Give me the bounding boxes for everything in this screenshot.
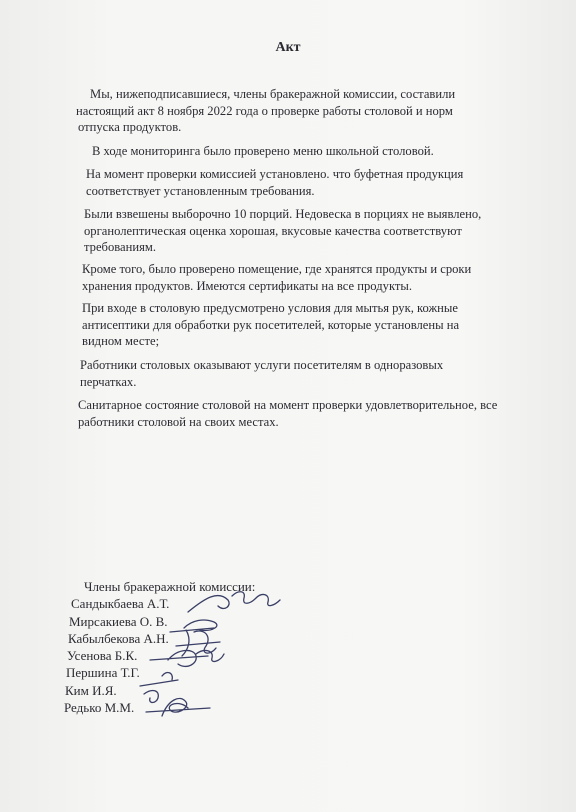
text-line: При входе в столовую предусмотрено условия для мытья рук, кожные	[82, 301, 458, 315]
text-line: Мы, нижеподписавшиеся, члены бракеражной комиссии, составили	[90, 87, 456, 101]
text-line: Санитарное состояние столовой на момент проверки удовлетворительное, все	[78, 398, 498, 412]
member-name: Сандыкбаева А.Т.	[71, 596, 170, 612]
member-name: Першина Т.Г.	[66, 665, 140, 681]
text-line: Были взвешены выборочно 10 порций. Недовеска в порциях не выявлено,	[84, 207, 482, 221]
member-name: Мирсакиева О. В.	[69, 613, 168, 629]
member-name: Кабылбекова А.Н.	[68, 630, 169, 646]
member-name: Ким И.Я.	[65, 682, 117, 698]
text-line: отпуска продуктов.	[78, 120, 182, 134]
document-title: Акт	[275, 40, 301, 55]
text-line: органолептическая оценка хорошая, вкусовые качества соответствуют	[84, 223, 462, 238]
text-line: На момент проверки комиссией установлено. что буфетная продукция	[86, 167, 464, 181]
text-line: В ходе мониторинга было проверено меню школьной столовой.	[92, 144, 434, 158]
text-line: соответствует установленным требования.	[86, 183, 315, 198]
signature-mirsakieva	[170, 620, 217, 632]
text-line: Работники столовых оказывают услуги посетителям в одноразовых	[80, 358, 444, 372]
signature-pershina	[140, 673, 178, 686]
commission-heading: Члены бракеражной комиссии:	[84, 579, 256, 594]
text-line: перчатках.	[80, 374, 137, 389]
member-name: Усенова Б.К.	[67, 648, 138, 664]
signature-sandykbaeva	[188, 592, 280, 612]
text-line: Кроме того, было проверено помещение, где хранятся продукты и сроки	[82, 262, 472, 276]
member-name: Редько М.М.	[64, 700, 135, 716]
text-line: видном месте;	[82, 334, 160, 348]
signature-kim	[144, 691, 158, 703]
signature-usenova	[150, 650, 224, 666]
text-line: работники столовой на своих местах.	[78, 414, 279, 429]
text-line: антисептики для обработки рук посетителей, которые установлены на	[82, 317, 460, 332]
text-line: требованиям.	[84, 240, 157, 254]
text-line: хранения продуктов. Имеются сертификаты на все продукты.	[82, 278, 413, 293]
text-line: настоящий акт 8 ноября 2022 года о проверке работы столовой и норм	[76, 103, 453, 118]
